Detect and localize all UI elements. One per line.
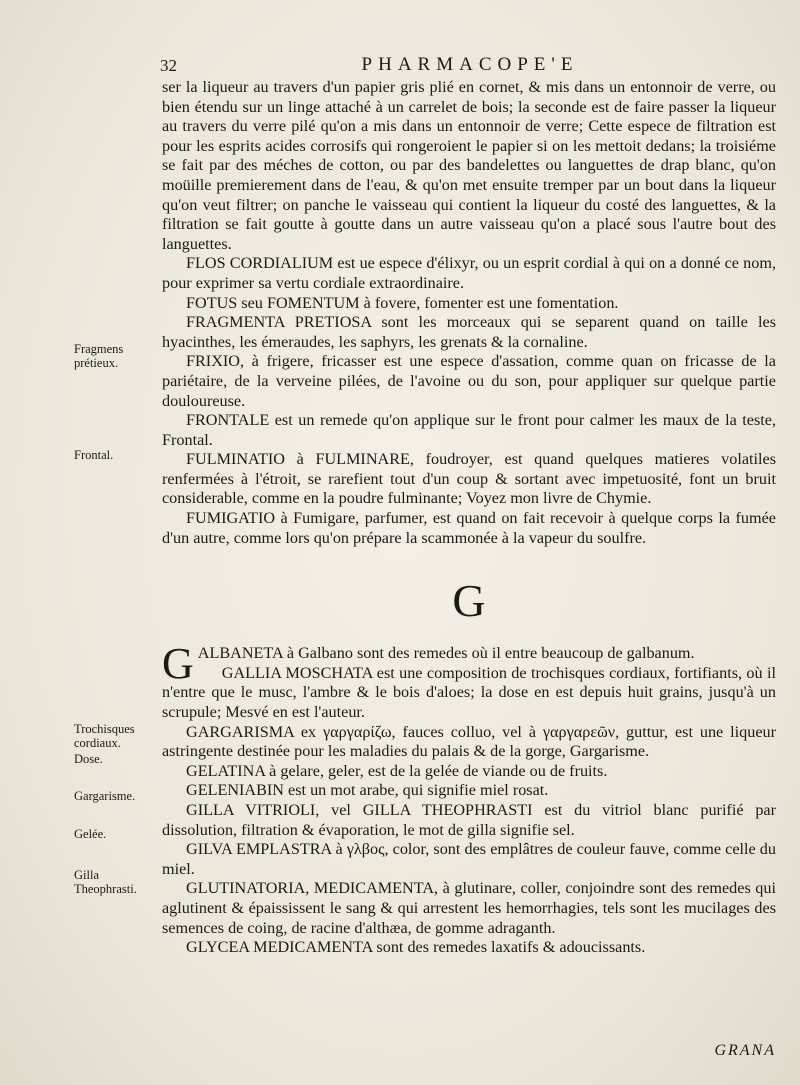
margin-note-gargarisme: Gargarisme.	[74, 789, 136, 803]
entry-fotus: FOTUS seu FOMENTUM à fovere, fomenter est une fomentation.	[186, 293, 619, 312]
margin-note-gilla: Gilla Theophrasti.	[74, 868, 137, 896]
margin-note-fragmens: Fragmens prétieux.	[74, 342, 124, 370]
page-header	[160, 54, 780, 78]
entry-gilva-emplastra: GILVA EMPLASTRA à γλβος, color, sont des emplâtres de couleur fauve, comme celle du miel.	[162, 840, 776, 878]
entry-flos-cordialium: FLOS CORDIALIUM est ue espece d'élixyr, ou un esprit cordial à qui on a donné ce nom, pour exprimer sa vertu cordiale extraordinaire.	[162, 254, 776, 292]
entry-galbaneta-text: ALBANETA à Galbano sont des remedes où il entre beaucoup de galbanum.	[197, 644, 695, 663]
drop-capital: G	[162, 639, 194, 689]
catchword: GRANA	[714, 1042, 776, 1059]
entry-gilla-vitrioli: GILLA VITRIOLI, vel GILLA THEOPHRASTI est du vitriol blanc purifié par dissolution, filtration & évaporation, le mot de gilla signifie sel.	[162, 801, 776, 839]
body-text	[162, 78, 776, 958]
margin-note-dose: Dose.	[74, 752, 103, 766]
entry-glycea: GLYCEA MEDICAMENTA sont des remedes laxatifs & adoucissants.	[186, 938, 646, 957]
page-number: 32	[160, 56, 177, 75]
entry-geleniabin: GELENIABIN est un mot arabe, qui signifie miel rosat.	[186, 781, 549, 800]
entry-fulminatio: FULMINATIO à FULMINARE, foudroyer, est quand quelques matieres volatiles renfermées à l'étroit, se rarefient tout d'un coup & sortant avec impetuosité, font un bruit considerable, comme en la poudre fulminante; Voyez mon livre de Chymie.	[162, 450, 776, 508]
running-title: PHARMACOPE'E	[361, 54, 579, 75]
entry-fumigatio: FUMIGATIO à Fumigare, parfumer, est quand on fait recevoir à quelque corps la fumée d'un autre, comme lors qu'on prépare la scammonée à la vapeur du soulfre.	[162, 509, 776, 547]
margin-note-gelee: Gelée.	[74, 827, 107, 841]
margin-note-frontal: Frontal.	[74, 448, 114, 462]
entry-filtration-continued: ser la liqueur au travers d'un papier gris plié en cornet, & mis dans un entonnoir de verre, ou bien étendu sur un linge attaché à un carrelet de bois; la seconde est de faire passer la liqueur au travers du verre pilé qu'on a mis dans un entonnoir de verre; Cette espece de filtration est pour les esprits acides corrosifs qui rongeroient le papier si on les mettoit dedans; la troisiéme se fait par des méches de cotton, ou par des bandelettes ou languettes de drap blanc, qu'on moüille premierement dans de l'eau, & qu'on met ensuite tremper par un bout dans la liqueur qu'on veut filtrer; on panche le vaisseau qui contient la liqueur du costé des languettes, & la filtration se fait goutte à goutte dans un autre vaisseau qu'on a placé sous l'autre bout des languettes.	[162, 78, 776, 253]
entry-galbaneta	[162, 639, 776, 689]
entry-gelatina: GELATINA à gelare, geler, est de la gelée de viande ou de fruits.	[186, 761, 608, 780]
margin-note-trochisques: Trochisques cordiaux.	[74, 722, 135, 750]
section-letter: G	[452, 575, 486, 627]
entry-frontale: FRONTALE est un remede qu'on applique sur le front pour calmer les maux de la teste, Frontal.	[162, 411, 776, 449]
entry-frixio: FRIXIO, à frigere, fricasser est une espece d'assation, comme quan on fricasse de la pariétaire, de la verveine pilées, de l'avoine ou du son, pour appliquer sur quelque partie douloureuse.	[162, 352, 776, 410]
entry-gallia-moschata: GALLIA MOSCHATA est une composition de trochisques cordiaux, fortifiants, où il n'entre que le musc, l'ambre & le bois d'aloes; la dose en est depuis huit grains, jusqu'à un scrupule; Mesvé en est l'auteur.	[162, 663, 776, 722]
entry-fragmenta: FRAGMENTA PRETIOSA sont les morceaux qui se separent quand on taille les hyacinthes, les émeraudes, les saphyrs, les grenats & la cornaline.	[162, 313, 776, 351]
entry-glutinatoria: GLUTINATORIA, MEDICAMENTA, à glutinare, coller, conjoindre sont des remedes qui aglutinent & épaississent le sang & qui arrestent les hemorrhagies, tels sont les mucilages des semences de coing, de racine d'althæa, de gomme adraganth.	[162, 879, 776, 937]
entry-gargarisma: GARGARISMA ex γαργαρίζω, fauces colluo, vel à γαργαρεῶν, guttur, est une liqueur astringente destinée pour les maladies du palais & de la gorge, Gargarisme.	[162, 722, 776, 761]
